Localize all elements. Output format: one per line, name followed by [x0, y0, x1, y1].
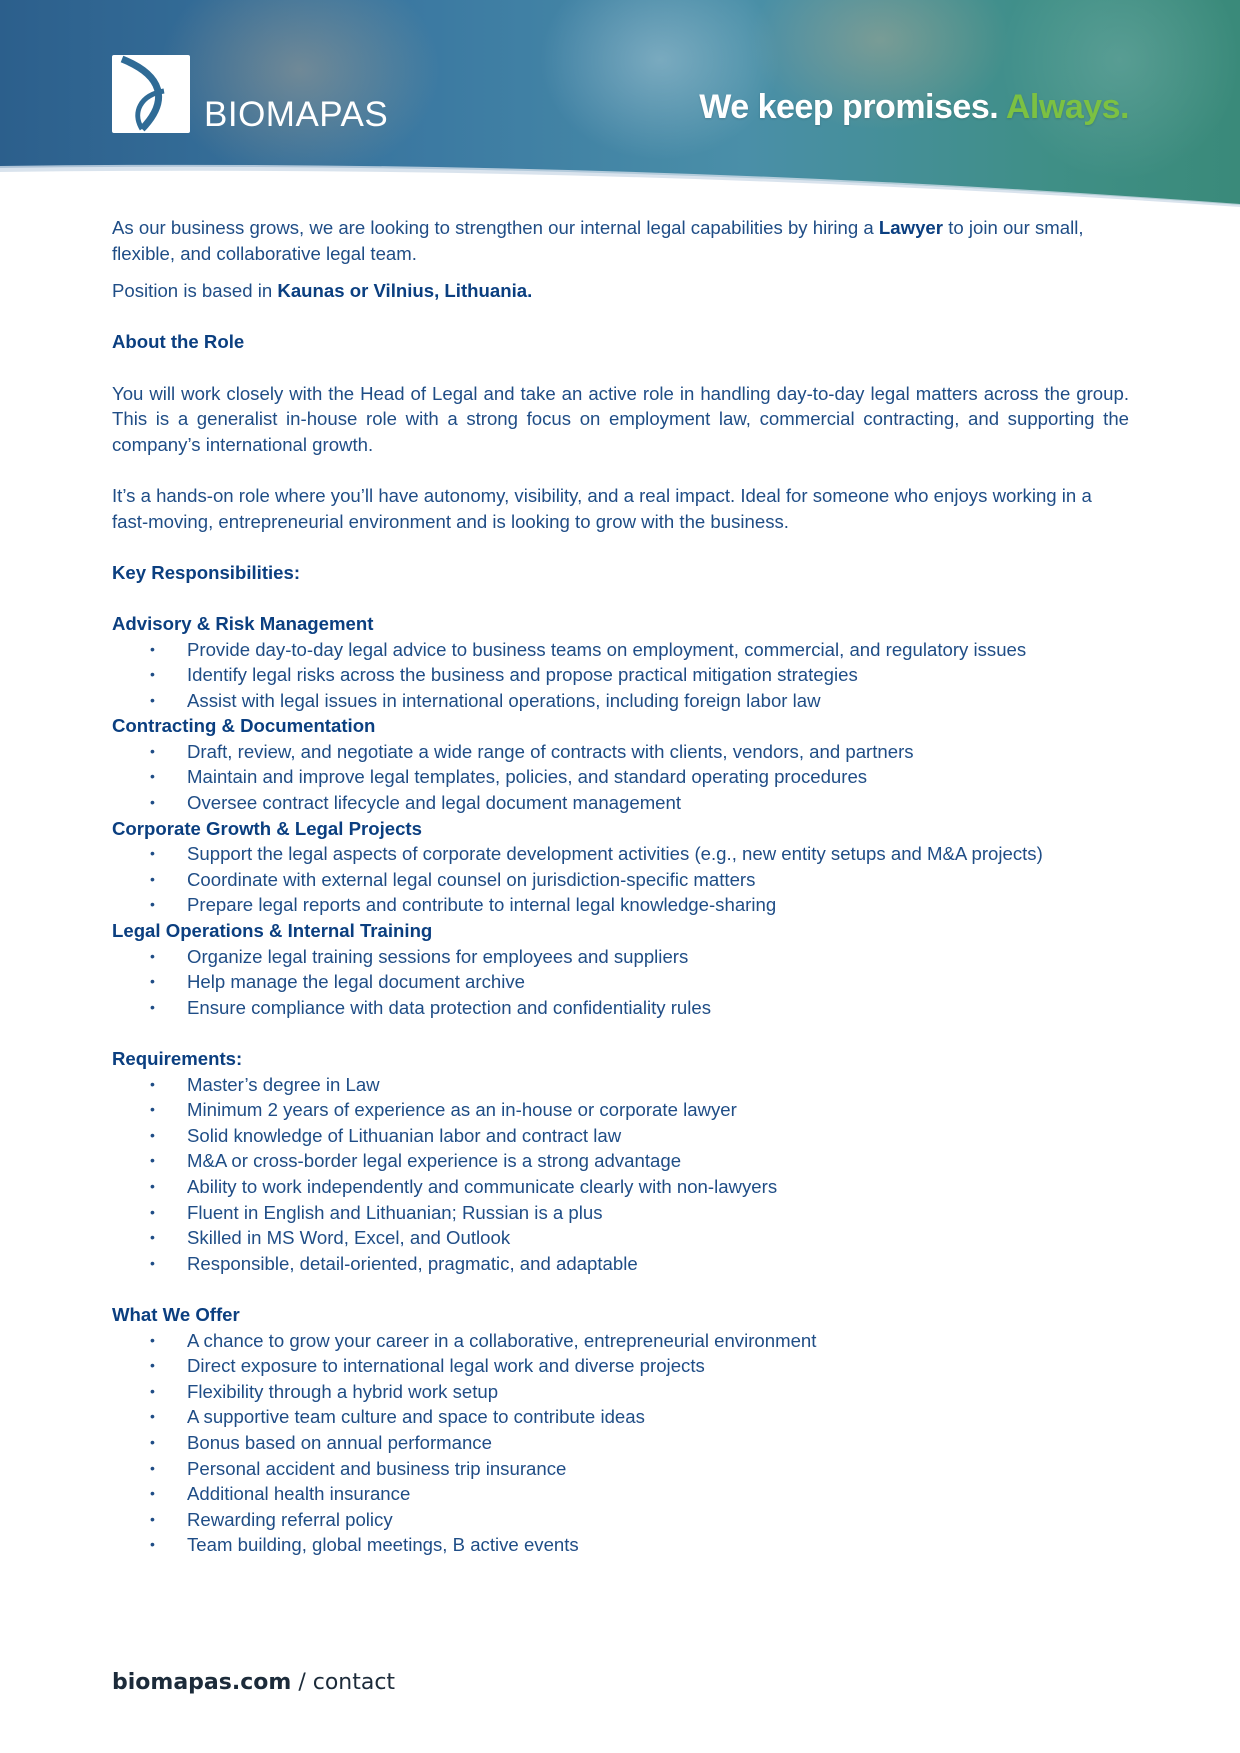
list-item: • Help manage the legal document archive	[150, 971, 525, 993]
list-item: • A supportive team culture and space to contribute ideas	[150, 1406, 645, 1428]
list-item: • Ability to work independently and communicate clearly with non-lawyers	[150, 1175, 778, 1197]
tagline	[699, 88, 1129, 127]
list-item: • Oversee contract lifecycle and legal document management	[150, 792, 682, 814]
about-paragraph-2: It’s a hands-on role where you’ll have autonomy, visibility, and a real impact. Ideal for someone who enjoys working in a fast-moving, entrepreneurial environment and is looking to grow with the business.	[112, 484, 1092, 532]
list-item: • Ensure compliance with data protection and confidentiality rules	[150, 996, 712, 1018]
list-item: • Additional health insurance	[150, 1483, 411, 1505]
offer-heading: What We Offer	[112, 1303, 240, 1325]
list-item: • Personal accident and business trip insurance	[150, 1457, 567, 1479]
about-paragraph-1: You will work closely with the Head of Legal and take an active role in handling day-to-day legal matters across the group. This is a generalist in-house role with a strong focus on employment law, commercial contracting, and supporting the company’s international growth.	[112, 382, 1129, 455]
list-item: • Bonus based on annual performance	[150, 1431, 492, 1453]
list-item: • Maintain and improve legal templates, policies, and standard operating procedures	[150, 766, 868, 788]
footer-separator: /	[298, 1670, 306, 1695]
location-line	[112, 278, 1129, 304]
footer-path[interactable]: contact	[312, 1670, 396, 1695]
location: Kaunas or Vilnius, Lithuania.	[277, 280, 533, 302]
list-item: • Identify legal risks across the business and propose practical mitigation strategies	[150, 664, 858, 686]
list-item: • Prepare legal reports and contribute to internal legal knowledge-sharing	[150, 894, 777, 916]
list-item: • Coordinate with external legal counsel on jurisdiction-specific matters	[150, 868, 756, 890]
intro-text-after: to join our small, flexible, and collaborative legal team.	[112, 217, 1084, 264]
list-item: • M&A or cross-border legal experience is a strong advantage	[150, 1150, 682, 1172]
group-title-legal-operations: Legal Operations & Internal Training	[112, 920, 433, 942]
legal-operations-list	[112, 944, 1129, 1021]
list-item: • Solid knowledge of Lithuanian labor and contract law	[150, 1124, 622, 1146]
about-heading: About the Role	[112, 331, 245, 353]
list-item: • A chance to grow your career in a collaborative, entrepreneurial environment	[150, 1329, 817, 1351]
advisory-list	[112, 637, 1129, 714]
contracting-list	[112, 739, 1129, 816]
list-item: • Direct exposure to international legal work and diverse projects	[150, 1355, 705, 1377]
list-item: • Fluent in English and Lithuanian; Russian is a plus	[150, 1201, 603, 1223]
job-posting-body	[112, 215, 1129, 1558]
list-item: • Rewarding referral policy	[150, 1508, 393, 1530]
list-item: • Master’s degree in Law	[150, 1073, 380, 1095]
responsibilities-heading: Key Responsibilities:	[112, 561, 301, 583]
list-item: • Provide day-to-day legal advice to business teams on employment, commercial, and regulatory issues	[150, 638, 1027, 660]
list-item: • Assist with legal issues in international operations, including foreign labor law	[150, 689, 821, 711]
list-item: • Skilled in MS Word, Excel, and Outlook	[150, 1227, 511, 1249]
footer-domain[interactable]: biomapas.com	[112, 1670, 292, 1695]
offer-list	[112, 1328, 1129, 1558]
list-item: • Flexibility through a hybrid work setup	[150, 1380, 499, 1402]
intro-text-before: As our business grows, we are looking to strengthen our internal legal capabilities by hiring a	[112, 217, 874, 238]
requirements-list	[112, 1072, 1129, 1277]
list-item: • Team building, global meetings, B active events	[150, 1534, 579, 1556]
group-title-contracting: Contracting & Documentation	[112, 715, 376, 737]
list-item: • Organize legal training sessions for employees and suppliers	[150, 945, 689, 967]
role-title: Lawyer	[878, 217, 944, 238]
group-title-advisory: Advisory & Risk Management	[112, 612, 374, 634]
list-item: • Minimum 2 years of experience as an in-house or corporate lawyer	[150, 1099, 737, 1121]
list-item: • Draft, review, and negotiate a wide range of contracts with clients, vendors, and partners	[150, 740, 914, 762]
location-prefix: Position is based in	[112, 280, 273, 302]
intro-paragraph	[112, 215, 1129, 266]
brand-name: BIOMAPAS	[204, 95, 389, 134]
group-title-corporate-growth: Corporate Growth & Legal Projects	[112, 817, 422, 839]
tagline-accent: Always.	[1005, 88, 1129, 126]
requirements-heading: Requirements:	[112, 1048, 243, 1069]
header-banner	[0, 0, 1240, 215]
corporate-growth-list	[112, 841, 1129, 918]
list-item: • Support the legal aspects of corporate development activities (e.g., new entity setups and M&A projects)	[150, 843, 1043, 865]
logo	[112, 55, 412, 135]
list-item: • Responsible, detail-oriented, pragmatic, and adaptable	[150, 1252, 638, 1274]
biomapas-logo-icon	[112, 55, 192, 133]
tagline-main: We keep promises.	[699, 88, 999, 126]
footer-contact-link[interactable]	[112, 1670, 395, 1695]
